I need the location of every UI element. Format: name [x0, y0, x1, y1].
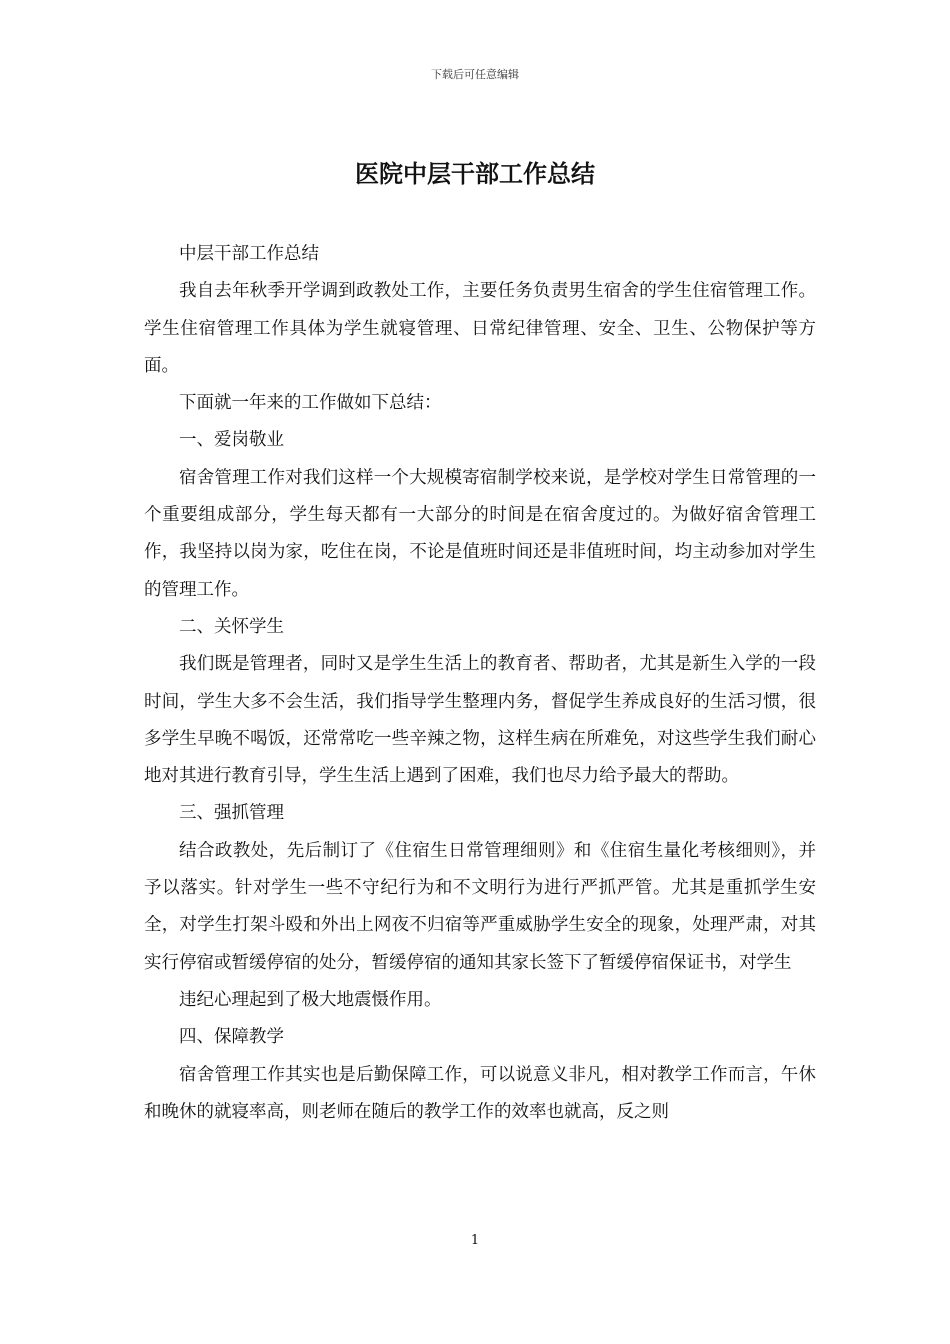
section-heading-3: 三、强抓管理 — [179, 803, 284, 824]
paragraph-intro: 我自去年秋季开学调到政教处工作，主要任务负责男生宿舍的学生住宿管理工作。学生住宿管理工作具体为学生就寝管理、日常纪律管理、安全、卫生、公物保护等方面。 — [144, 281, 816, 376]
header-note: 下载后可任意编辑 — [431, 68, 519, 81]
section-heading-4: 四、保障教学 — [179, 1027, 284, 1048]
document-body — [144, 236, 816, 1131]
paragraph-section-4: 宿舍管理工作其实也是后勤保障工作，可以说意义非凡，相对教学工作而言，午休和晚休的就寝率高，则老师在随后的教学工作的效率也就高，反之则 — [144, 1064, 816, 1122]
section-heading-2: 二、关怀学生 — [179, 616, 284, 637]
paragraph-subtitle: 中层干部工作总结 — [179, 244, 319, 264]
paragraph-section-2: 我们既是管理者，同时又是学生生活上的教育者、帮助者，尤其是新生入学的一段时间，学生大多不会生活，我们指导学生整理内务，督促学生养成良好的生活习惯，很多学生早晚不喝饭，还常常吃一些辛辣之物，这样生病在所难免，对这些学生我们耐心地对其进行教育引导，学生生活上遇到了困难，我们也尽力给予最大的帮助。 — [144, 654, 816, 787]
paragraph-summary-lead: 下面就一年来的工作做如下总结： — [179, 393, 442, 414]
paragraph-section-3-cont: 违纪心理起到了极大地震慑作用。 — [179, 989, 442, 1010]
paragraph-section-3: 结合政教处，先后制订了《住宿生日常管理细则》和《住宿生量化考核细则》，并予以落实。针对学生一些不守纪行为和不文明行为进行严抓严管。尤其是重抓学生安全，对学生打架斗殴和外出上网夜不归宿等严重威胁学生安全的现象，处理严肃，对其实行停宿或暂缓停宿的处分，暂缓停宿的通知其家长签下了暂缓停宿保证书，对学生 — [144, 840, 816, 973]
paragraph-section-1: 宿舍管理工作对我们这样一个大规模寄宿制学校来说，是学校对学生日常管理的一个重要组成部分，学生每天都有一大部分的时间是在宿舍度过的。为做好宿舍管理工作，我坚持以岗为家，吃住在岗，不论是值班时间还是非值班时间，均主动参加对学生的管理工作。 — [144, 467, 816, 600]
document-title: 医院中层干部工作总结 — [355, 159, 595, 188]
page-number: 1 — [470, 1233, 480, 1248]
section-heading-1: 一、爱岗敬业 — [179, 430, 284, 451]
